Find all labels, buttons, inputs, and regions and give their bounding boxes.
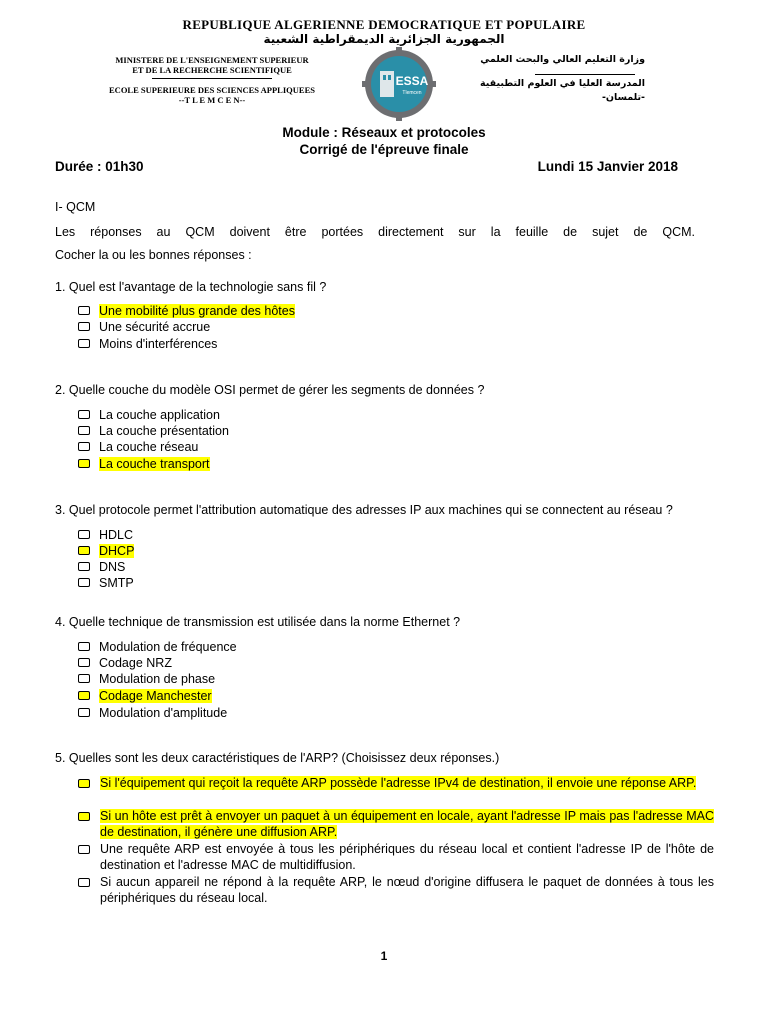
option-label: Si l'équipement qui reçoit la requête ARP possède l'adresse IPv4 de destination, il envoie une réponse ARP. [100,776,697,790]
ministry-line-2: ET DE LA RECHERCHE SCIENTIFIQUE [132,65,292,75]
option-label: Moins d'interférences [99,337,218,351]
question-2-option-2[interactable] [78,423,229,439]
option-label: Codage Manchester [99,689,212,703]
checkbox-icon[interactable] [78,442,90,451]
question-4-option-5[interactable] [78,705,227,721]
question-5-option-1[interactable] [78,775,714,791]
school-label [82,85,342,105]
exam-date: Lundi 15 Janvier 2018 [537,159,678,174]
exam-subtitle: Corrigé de l'épreuve finale [299,142,469,157]
question-2-option-3[interactable] [78,439,198,455]
checkbox-icon[interactable] [78,708,90,717]
question-2-option-1[interactable] [78,407,220,423]
checkbox-icon[interactable] [78,779,90,788]
question-2-text: 2. Quelle couche du modèle OSI permet de gérer les segments de données ? [55,383,485,397]
checkbox-icon[interactable] [78,691,90,700]
school-line-2: --T L E M C E N-- [178,95,246,105]
option-label: Codage NRZ [99,656,172,670]
checkbox-icon[interactable] [78,339,90,348]
option-label: La couche application [99,408,220,422]
checkbox-icon[interactable] [78,812,90,821]
option-label: Une sécurité accrue [99,320,211,334]
question-3-text: 3. Quel protocole permet l'attribution automatique des adresses IP aux machines qui se connectent au réseau ? [55,503,673,517]
option-label: SMTP [99,576,134,590]
checkbox-icon[interactable] [78,578,90,587]
question-5-option-2[interactable] [78,808,714,840]
option-label: Modulation de fréquence [99,640,237,654]
instruction-line-1: Les réponses au QCM doivent être portées directement sur la feuille de sujet de QCM. [55,225,695,239]
checkbox-icon[interactable] [78,845,90,854]
question-1-option-2[interactable] [78,319,210,335]
logo-text: ESSA [395,74,429,88]
checkbox-icon[interactable] [78,562,90,571]
city-label-arabic: -تلمسان- [601,92,645,103]
question-5-text: 5. Quelles sont les deux caractéristiques de l'ARP? (Choisissez deux réponses.) [55,751,500,765]
checkbox-icon[interactable] [78,546,90,555]
question-3-option-3[interactable] [78,559,125,575]
checkbox-icon[interactable] [78,642,90,651]
logo-subtext: Tlemcen [402,90,422,96]
page-number: 1 [380,949,388,963]
checkbox-icon[interactable] [78,322,90,331]
question-4-option-4[interactable] [78,688,212,704]
question-3-option-1[interactable] [78,527,133,543]
school-label-arabic: المدرسة العليا في العلوم التطبيقية [480,78,645,89]
checkbox-icon[interactable] [78,410,90,419]
ministry-line-1: MINISTERE DE L'ENSEIGNEMENT SUPERIEUR [115,55,309,65]
header-divider-right [535,74,635,75]
question-3-option-4[interactable] [78,575,134,591]
exam-duration: Durée : 01h30 [55,159,144,174]
checkbox-icon[interactable] [78,306,90,315]
option-label: Modulation d'amplitude [99,706,228,720]
option-label: La couche réseau [99,440,199,454]
module-title: Module : Réseaux et protocoles [282,125,486,140]
option-label: Une requête ARP est envoyée à tous les périphériques du réseau local et contient l'adresse IP de l'hôte de destination et l'adresse MAC de multidiffusion. [100,842,714,872]
question-5-option-3[interactable] [78,841,714,873]
republic-title: REPUBLIQUE ALGERIENNE DEMOCRATIQUE ET POPULAIRE [182,17,586,32]
school-logo [362,47,436,121]
option-label: Une mobilité plus grande des hôtes [99,304,295,318]
option-label: Modulation de phase [99,672,216,686]
checkbox-icon[interactable] [78,426,90,435]
checkbox-icon[interactable] [78,674,90,683]
question-4-text: 4. Quelle technique de transmission est utilisée dans la norme Ethernet ? [55,615,461,629]
checkbox-icon[interactable] [78,530,90,539]
option-label: Si un hôte est prêt à envoyer un paquet à un équipement en locale, ayant l'adresse IP mais pas l'adresse MAC de destination, il génère une diffusion ARP. [100,809,714,839]
question-1-text: 1. Quel est l'avantage de la technologie sans fil ? [55,280,327,294]
option-label: DHCP [99,544,135,558]
option-label: HDLC [99,528,134,542]
option-label: La couche présentation [99,424,229,438]
question-4-option-1[interactable] [78,639,237,655]
school-line-1: ECOLE SUPERIEURE DES SCIENCES APPLIQUEES [109,85,315,95]
question-2-option-4[interactable] [78,456,210,472]
checkbox-icon[interactable] [78,459,90,468]
republic-title-arabic: الجمهورية الجزائرية الديمقراطية الشعبية [263,32,505,46]
ministry-label [82,55,342,75]
header-divider-left [152,78,272,79]
question-4-option-3[interactable] [78,671,215,687]
question-5-option-4[interactable] [78,874,714,906]
question-3-option-2[interactable] [78,543,134,559]
section-title: I- QCM [55,200,96,214]
checkbox-icon[interactable] [78,878,90,887]
checkbox-icon[interactable] [78,658,90,667]
option-label: Si aucun appareil ne répond à la requête ARP, le nœud d'origine diffusera le paquet de données à tous les périphériques du réseau local. [100,875,714,905]
question-1-option-1[interactable] [78,303,295,319]
option-label: DNS [99,560,126,574]
option-label: La couche transport [99,457,210,471]
question-4-option-2[interactable] [78,655,172,671]
question-1-option-3[interactable] [78,336,217,352]
instruction-line-2: Cocher la ou les bonnes réponses : [55,248,252,262]
ministry-label-arabic: وزارة التعليم العالي والبحث العلمي [480,54,645,65]
